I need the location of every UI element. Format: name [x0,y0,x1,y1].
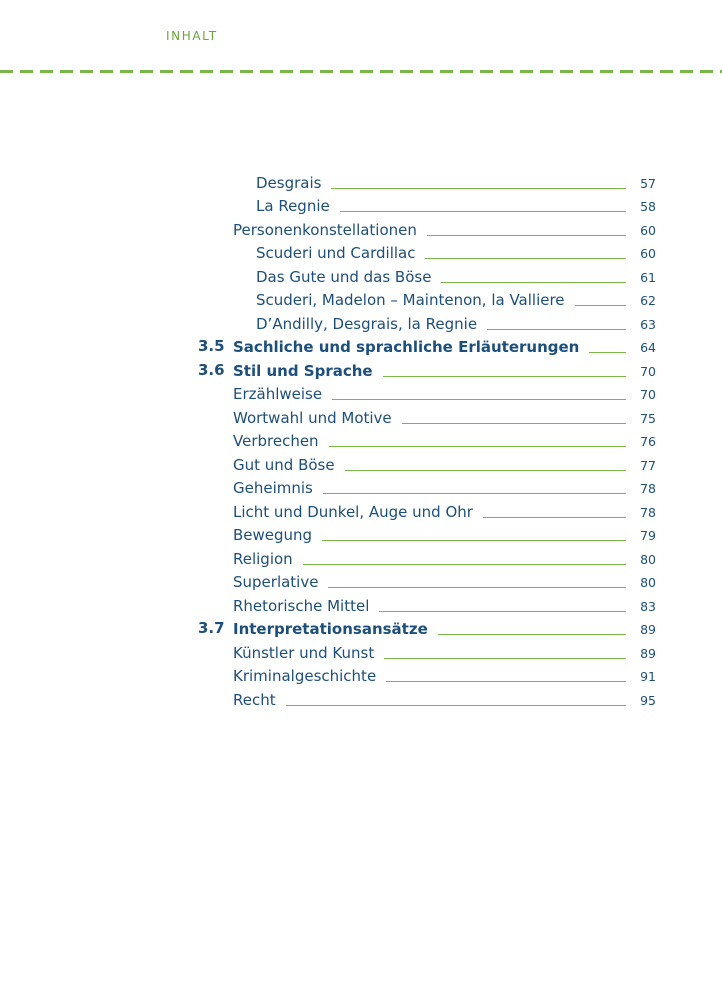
toc-entry-title: Interpretationsansätze [233,620,428,638]
toc-page-number: 76 [640,434,656,449]
toc-entry[interactable] [0,618,722,642]
toc-leader-line [425,258,626,259]
toc-entry[interactable] [0,406,722,430]
toc-leader-line [487,329,626,330]
toc-page-number: 60 [640,246,656,261]
toc-entry-title: Verbrechen [233,432,319,450]
toc-page-number: 57 [640,175,656,191]
toc-entry-title: Recht [233,690,276,709]
toc-leader-line [386,681,626,682]
toc-page-number: 91 [640,669,656,684]
toc-section-number: 3.7 [198,619,225,637]
toc-entry-title: Bewegung [233,526,313,544]
toc-entry[interactable] [0,359,722,383]
toc-leader-line [323,493,626,494]
toc-leader-line [402,423,626,424]
toc-page-number: 89 [640,622,656,637]
toc-page-number: 83 [640,598,656,614]
toc-page-number: 78 [640,481,656,496]
toc-entry-title: Kriminalgeschichte [233,667,377,685]
toc-entry[interactable] [0,383,722,407]
toc-entry-title: Scuderi, Madelon – Maintenon, la Valliere [256,291,565,309]
toc-entry[interactable] [0,289,722,313]
toc-entry[interactable] [0,430,722,454]
toc-leader-line [438,634,626,635]
toc-page-number: 64 [640,340,656,355]
toc-page-number: 60 [640,222,656,238]
toc-page-number: 79 [640,528,656,543]
toc-entry-title: Religion [233,549,293,568]
toc-entry[interactable] [0,571,722,595]
toc-entry-title: Geheimnis [233,479,313,497]
toc-leader-line [441,282,626,283]
toc-page-number: 61 [640,269,656,285]
toc-entry[interactable] [0,641,722,665]
toc-page-number: 58 [640,199,656,214]
toc-leader-line [286,705,626,706]
toc-entry-title: Scuderi und Cardillac [256,244,416,262]
toc-leader-line [575,305,626,306]
toc-entry[interactable] [0,594,722,618]
table-of-contents [0,171,722,712]
dashed-divider [0,70,722,73]
toc-entry[interactable] [0,547,722,571]
toc-page-number: 70 [640,363,656,379]
toc-entry[interactable] [0,477,722,501]
running-header: INHALT [166,29,218,43]
toc-leader-line [332,399,626,400]
toc-leader-line [322,540,626,541]
toc-entry-title: Licht und Dunkel, Auge und Ohr [233,502,473,521]
toc-entry-title: Künstler und Kunst [233,643,375,662]
toc-entry[interactable] [0,336,722,360]
toc-entry-title: Stil und Sprache [233,361,373,380]
toc-section-number: 3.5 [198,337,225,355]
toc-leader-line [379,611,626,612]
toc-entry[interactable] [0,500,722,524]
toc-page-number: 75 [640,410,656,426]
toc-page-number: 63 [640,316,656,332]
toc-entry-title: Desgrais [256,173,322,192]
toc-entry[interactable] [0,195,722,219]
toc-section-number: 3.6 [198,360,225,379]
toc-entry-title: Personenkonstellationen [233,220,417,239]
toc-leader-line [340,211,626,212]
toc-entry[interactable] [0,665,722,689]
toc-page-number: 89 [640,645,656,661]
toc-page-number: 62 [640,293,656,308]
toc-entry-title: La Regnie [256,197,330,215]
toc-leader-line [328,587,626,588]
toc-leader-line [331,188,626,189]
toc-leader-line [303,564,626,565]
toc-leader-line [427,235,626,236]
toc-entry[interactable] [0,524,722,548]
toc-entry-title: Sachliche und sprachliche Erläuterungen [233,338,580,356]
toc-page-number: 77 [640,457,656,473]
toc-page-number: 80 [640,575,656,590]
toc-leader-line [483,517,626,518]
toc-leader-line [329,446,626,447]
toc-page-number: 95 [640,692,656,708]
toc-entry-title: Rhetorische Mittel [233,596,370,615]
toc-leader-line [589,352,626,353]
toc-leader-line [384,658,626,659]
toc-page-number: 80 [640,551,656,567]
toc-entry-title: Gut und Böse [233,455,335,474]
toc-entry-title: Superlative [233,573,319,591]
toc-leader-line [383,376,626,377]
toc-entry[interactable] [0,688,722,712]
toc-entry[interactable] [0,218,722,242]
toc-page-number: 78 [640,504,656,520]
toc-entry[interactable] [0,171,722,195]
toc-entry-title: Erzählweise [233,385,323,403]
toc-entry[interactable] [0,312,722,336]
toc-entry-title: Das Gute und das Böse [256,267,432,286]
toc-leader-line [345,470,626,471]
toc-entry[interactable] [0,242,722,266]
toc-entry[interactable] [0,453,722,477]
toc-entry[interactable] [0,265,722,289]
toc-entry-title: Wortwahl und Motive [233,408,392,427]
toc-entry-title: D’Andilly, Desgrais, la Regnie [256,314,478,333]
toc-page-number: 70 [640,387,656,402]
